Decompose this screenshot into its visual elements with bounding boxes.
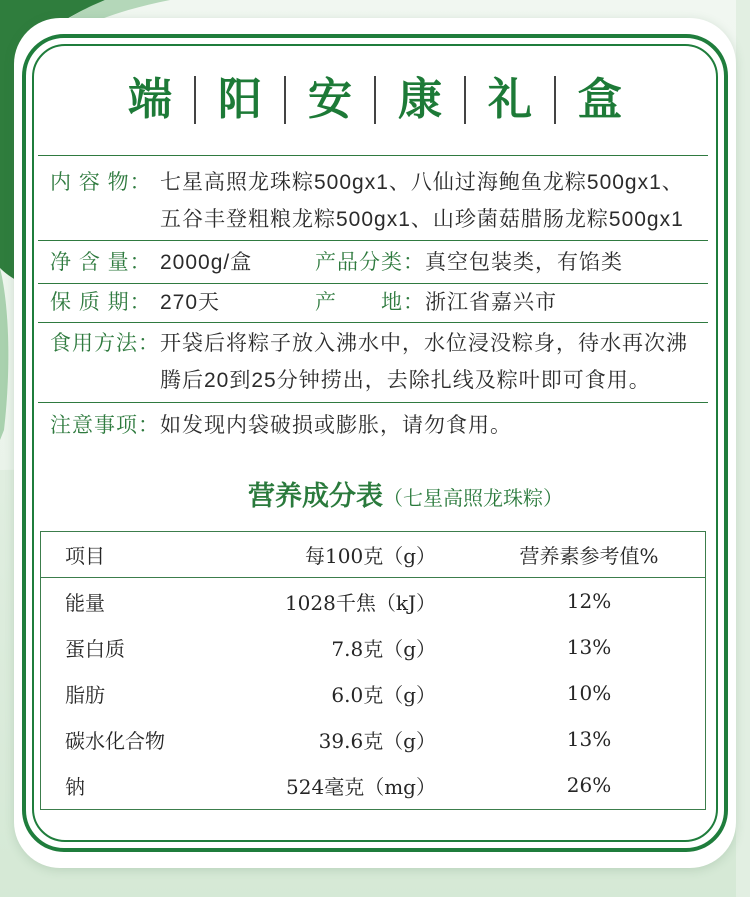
table-row <box>41 670 705 716</box>
info-row-shelf-origin <box>38 283 708 322</box>
nutrition-subtitle: （七星高照龙珠粽） <box>383 488 563 510</box>
origin-value: 浙江省嘉兴市 <box>425 291 557 314</box>
contents-value <box>160 164 684 238</box>
category-value: 真空包装类，有馅类 <box>425 251 623 274</box>
title-char: 礼 <box>488 74 532 125</box>
nutrient-name: 钠 <box>65 774 85 799</box>
table-row <box>41 762 705 808</box>
nutrient-amount: 1028千焦（kJ） <box>284 590 436 615</box>
nutrient-name: 蛋白质 <box>65 636 125 661</box>
title-separator <box>263 76 307 124</box>
title-char: 盒 <box>578 74 622 125</box>
nutrient-nrv: 26% <box>566 773 612 797</box>
contents-line: 五谷丰登粗粮龙粽500gx1、山珍菌菇腊肠龙粽500gx1 <box>160 208 684 231</box>
nutrient-name: 碳水化合物 <box>65 728 165 753</box>
nutrient-amount: 39.6克（g） <box>318 728 436 753</box>
title-separator <box>443 76 487 124</box>
title-separator <box>173 76 217 124</box>
shelf-life-value: 270天 <box>160 291 221 314</box>
header-per-100g: 每100克（g） <box>305 544 436 568</box>
contents-line: 七星高照龙珠粽500gx1、八仙过海鲍鱼龙粽500gx1、 <box>160 171 684 194</box>
info-row-usage <box>38 322 708 402</box>
usage-line: 开袋后将粽子放入沸水中，水位浸没粽身，待水再次沸 <box>160 332 688 355</box>
nutrient-name: 脂肪 <box>65 682 105 707</box>
nutrient-nrv: 13% <box>566 635 612 659</box>
net-weight-value: 2000g/盒 <box>160 251 253 274</box>
title-char: 康 <box>398 74 442 125</box>
nutrient-nrv: 13% <box>566 727 612 751</box>
nutrient-amount: 6.0克（g） <box>331 682 436 707</box>
header-item: 项目 <box>65 544 105 568</box>
title-char: 安 <box>308 74 352 125</box>
gift-box-title <box>127 74 623 126</box>
category-label: 产品分类： <box>315 251 425 274</box>
title-char: 阳 <box>218 74 262 125</box>
title-char: 端 <box>128 74 172 125</box>
right-edge-band <box>736 0 750 897</box>
product-info <box>38 155 708 448</box>
origin-label: 产 地： <box>315 291 425 314</box>
notice-value: 如发现内袋破损或膨胀，请勿食用。 <box>160 414 512 437</box>
shelf-life-label: 保 质 期： <box>50 291 152 314</box>
nutrient-nrv: 12% <box>566 589 612 613</box>
nutrient-name: 能量 <box>65 590 105 615</box>
usage-label: 食用方法： <box>50 332 160 355</box>
nutrition-title: 营养成分表 <box>248 481 383 512</box>
info-row-contents <box>38 155 708 240</box>
nutrition-title-block <box>248 478 563 516</box>
nutrient-amount: 7.8克（g） <box>331 636 436 661</box>
info-row-notice <box>38 402 708 448</box>
title-separator <box>353 76 397 124</box>
table-header-row <box>41 532 705 578</box>
usage-line: 腾后20到25分钟捞出，去除扎线及粽叶即可食用。 <box>160 369 651 392</box>
table-row <box>41 624 705 670</box>
net-weight-label: 净 含 量： <box>50 251 152 274</box>
table-row <box>41 716 705 762</box>
table-row <box>41 578 705 624</box>
usage-value <box>160 325 688 399</box>
contents-label: 内 容 物： <box>50 171 152 194</box>
title-separator <box>533 76 577 124</box>
nutrition-table <box>40 531 706 810</box>
nutrient-amount: 524毫克（mg） <box>286 774 436 799</box>
notice-label: 注意事项： <box>50 414 160 437</box>
info-row-weight-category <box>38 240 708 283</box>
nutrient-nrv: 10% <box>566 681 612 705</box>
header-nrv-percent: 营养素参考值% <box>519 544 659 568</box>
